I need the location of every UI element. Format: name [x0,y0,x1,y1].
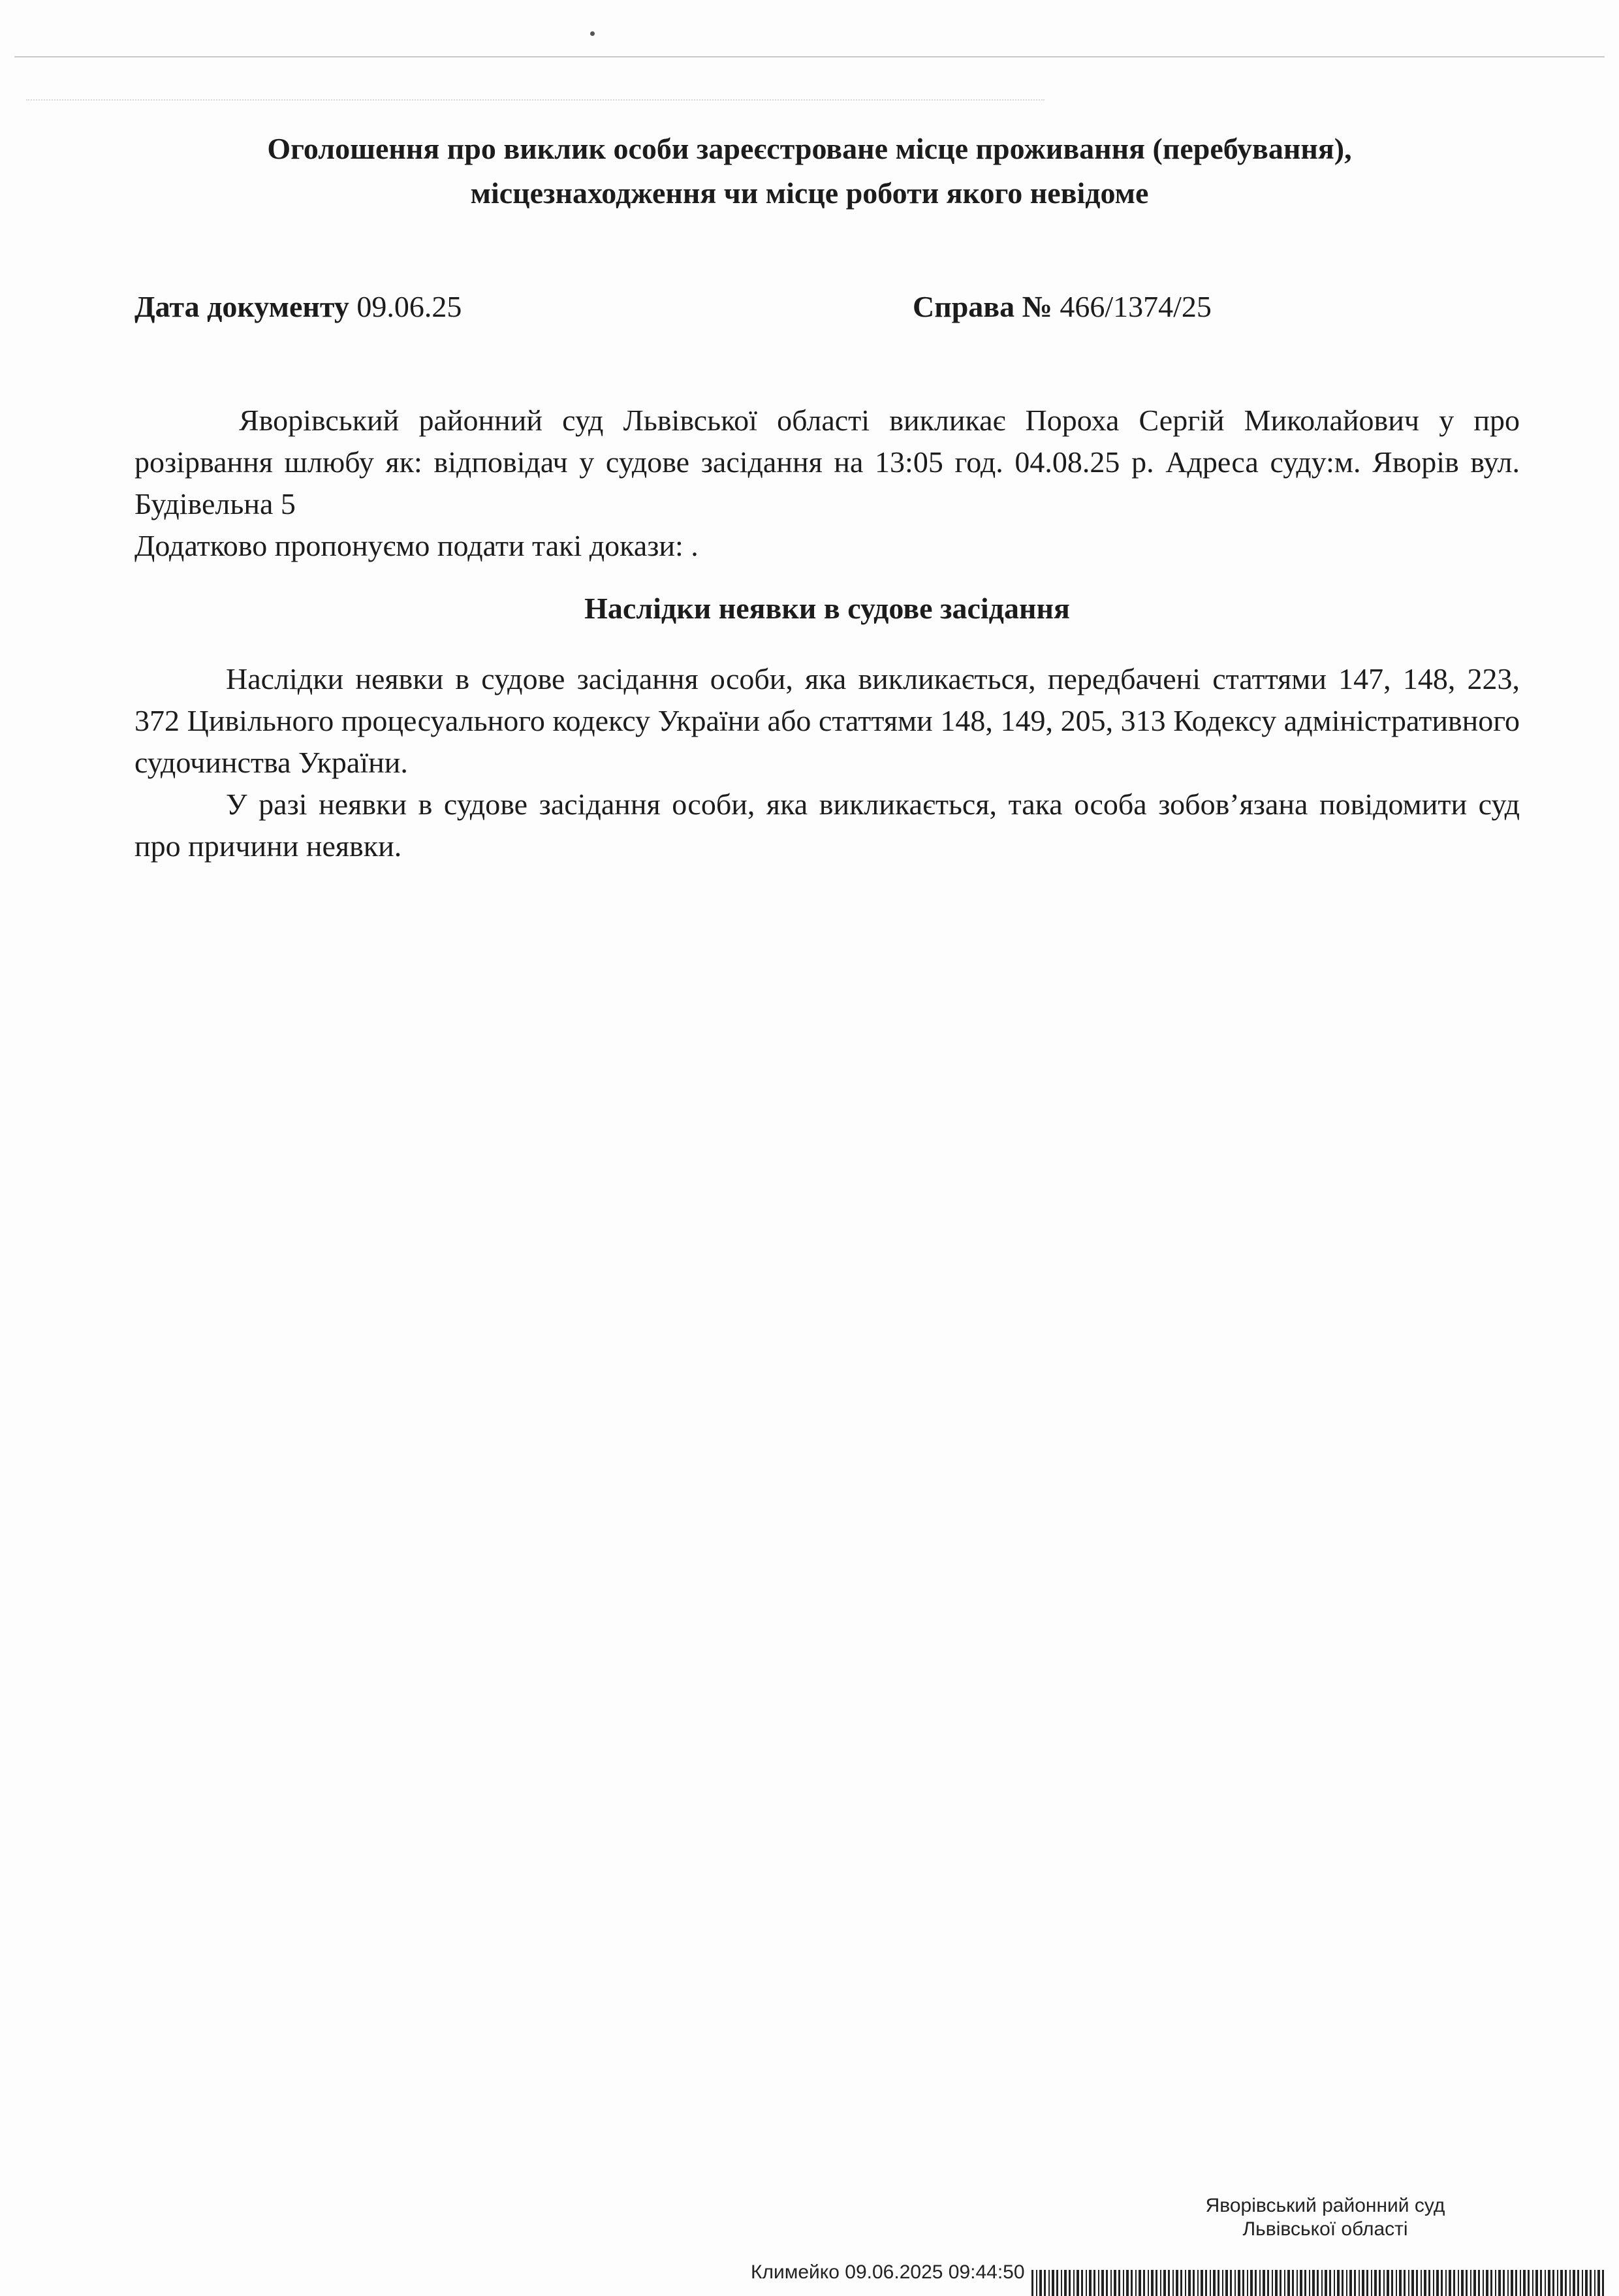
document-date [134,287,462,327]
document-title [137,127,1482,215]
date-label: Дата документу [134,290,349,323]
consequences-heading: Наслідки неявки в судове засідання [584,592,1070,625]
barcode [1031,2270,1606,2296]
summons-paragraph [134,400,1520,567]
case-value: 466/1374/25 [1060,290,1212,323]
stamp-court-line-2: Львівської області [1242,2218,1408,2240]
consequences-section [134,658,1520,867]
date-value: 09.06.25 [356,290,462,323]
scan-edge-line [14,56,1605,57]
stamp-court-line-1: Яворівський районний суд [1205,2195,1445,2216]
title-line-2: місцезнаходження чи місце роботи якого невідоме [470,176,1149,210]
consequences-paragraph-1: Наслідки неявки в судове засідання особи, яка викликається, передбачені статтями 147, 148, 223, 372 Цивільного процесуального кодексу України або статтями 148, 149, 205, 313 Кодексу адміністративного судочинства України. [134,662,1520,779]
stamp-signer: Климейко 09.06.2025 09:44:50 [751,2261,1025,2283]
case-label: Справа № [913,290,1052,323]
consequences-paragraph-2: У разі неявки в судове засідання особи, яка викликається, така особа зобов’язана повідомити суд про причини неявки. [134,788,1520,863]
stamp-court-name [1162,2194,1488,2241]
evidence-request-text: Додатково пропонуємо подати такі докази: . [134,529,699,562]
title-line-1: Оголошення про виклик особи зареєстроване місце проживання (перебування), [267,132,1352,165]
scan-edge-dotted-line [26,99,1045,101]
scan-speck [590,31,595,36]
case-number [913,287,1212,327]
summons-text: Яворівський районний суд Львівської області викликає Пороха Сергій Миколайович у про розірвання шлюбу як: відповідач у судове засідання на 13:05 год. 04.08.25 р. Адреса суду:м. Яворів вул. Будівельна 5 [134,404,1520,520]
